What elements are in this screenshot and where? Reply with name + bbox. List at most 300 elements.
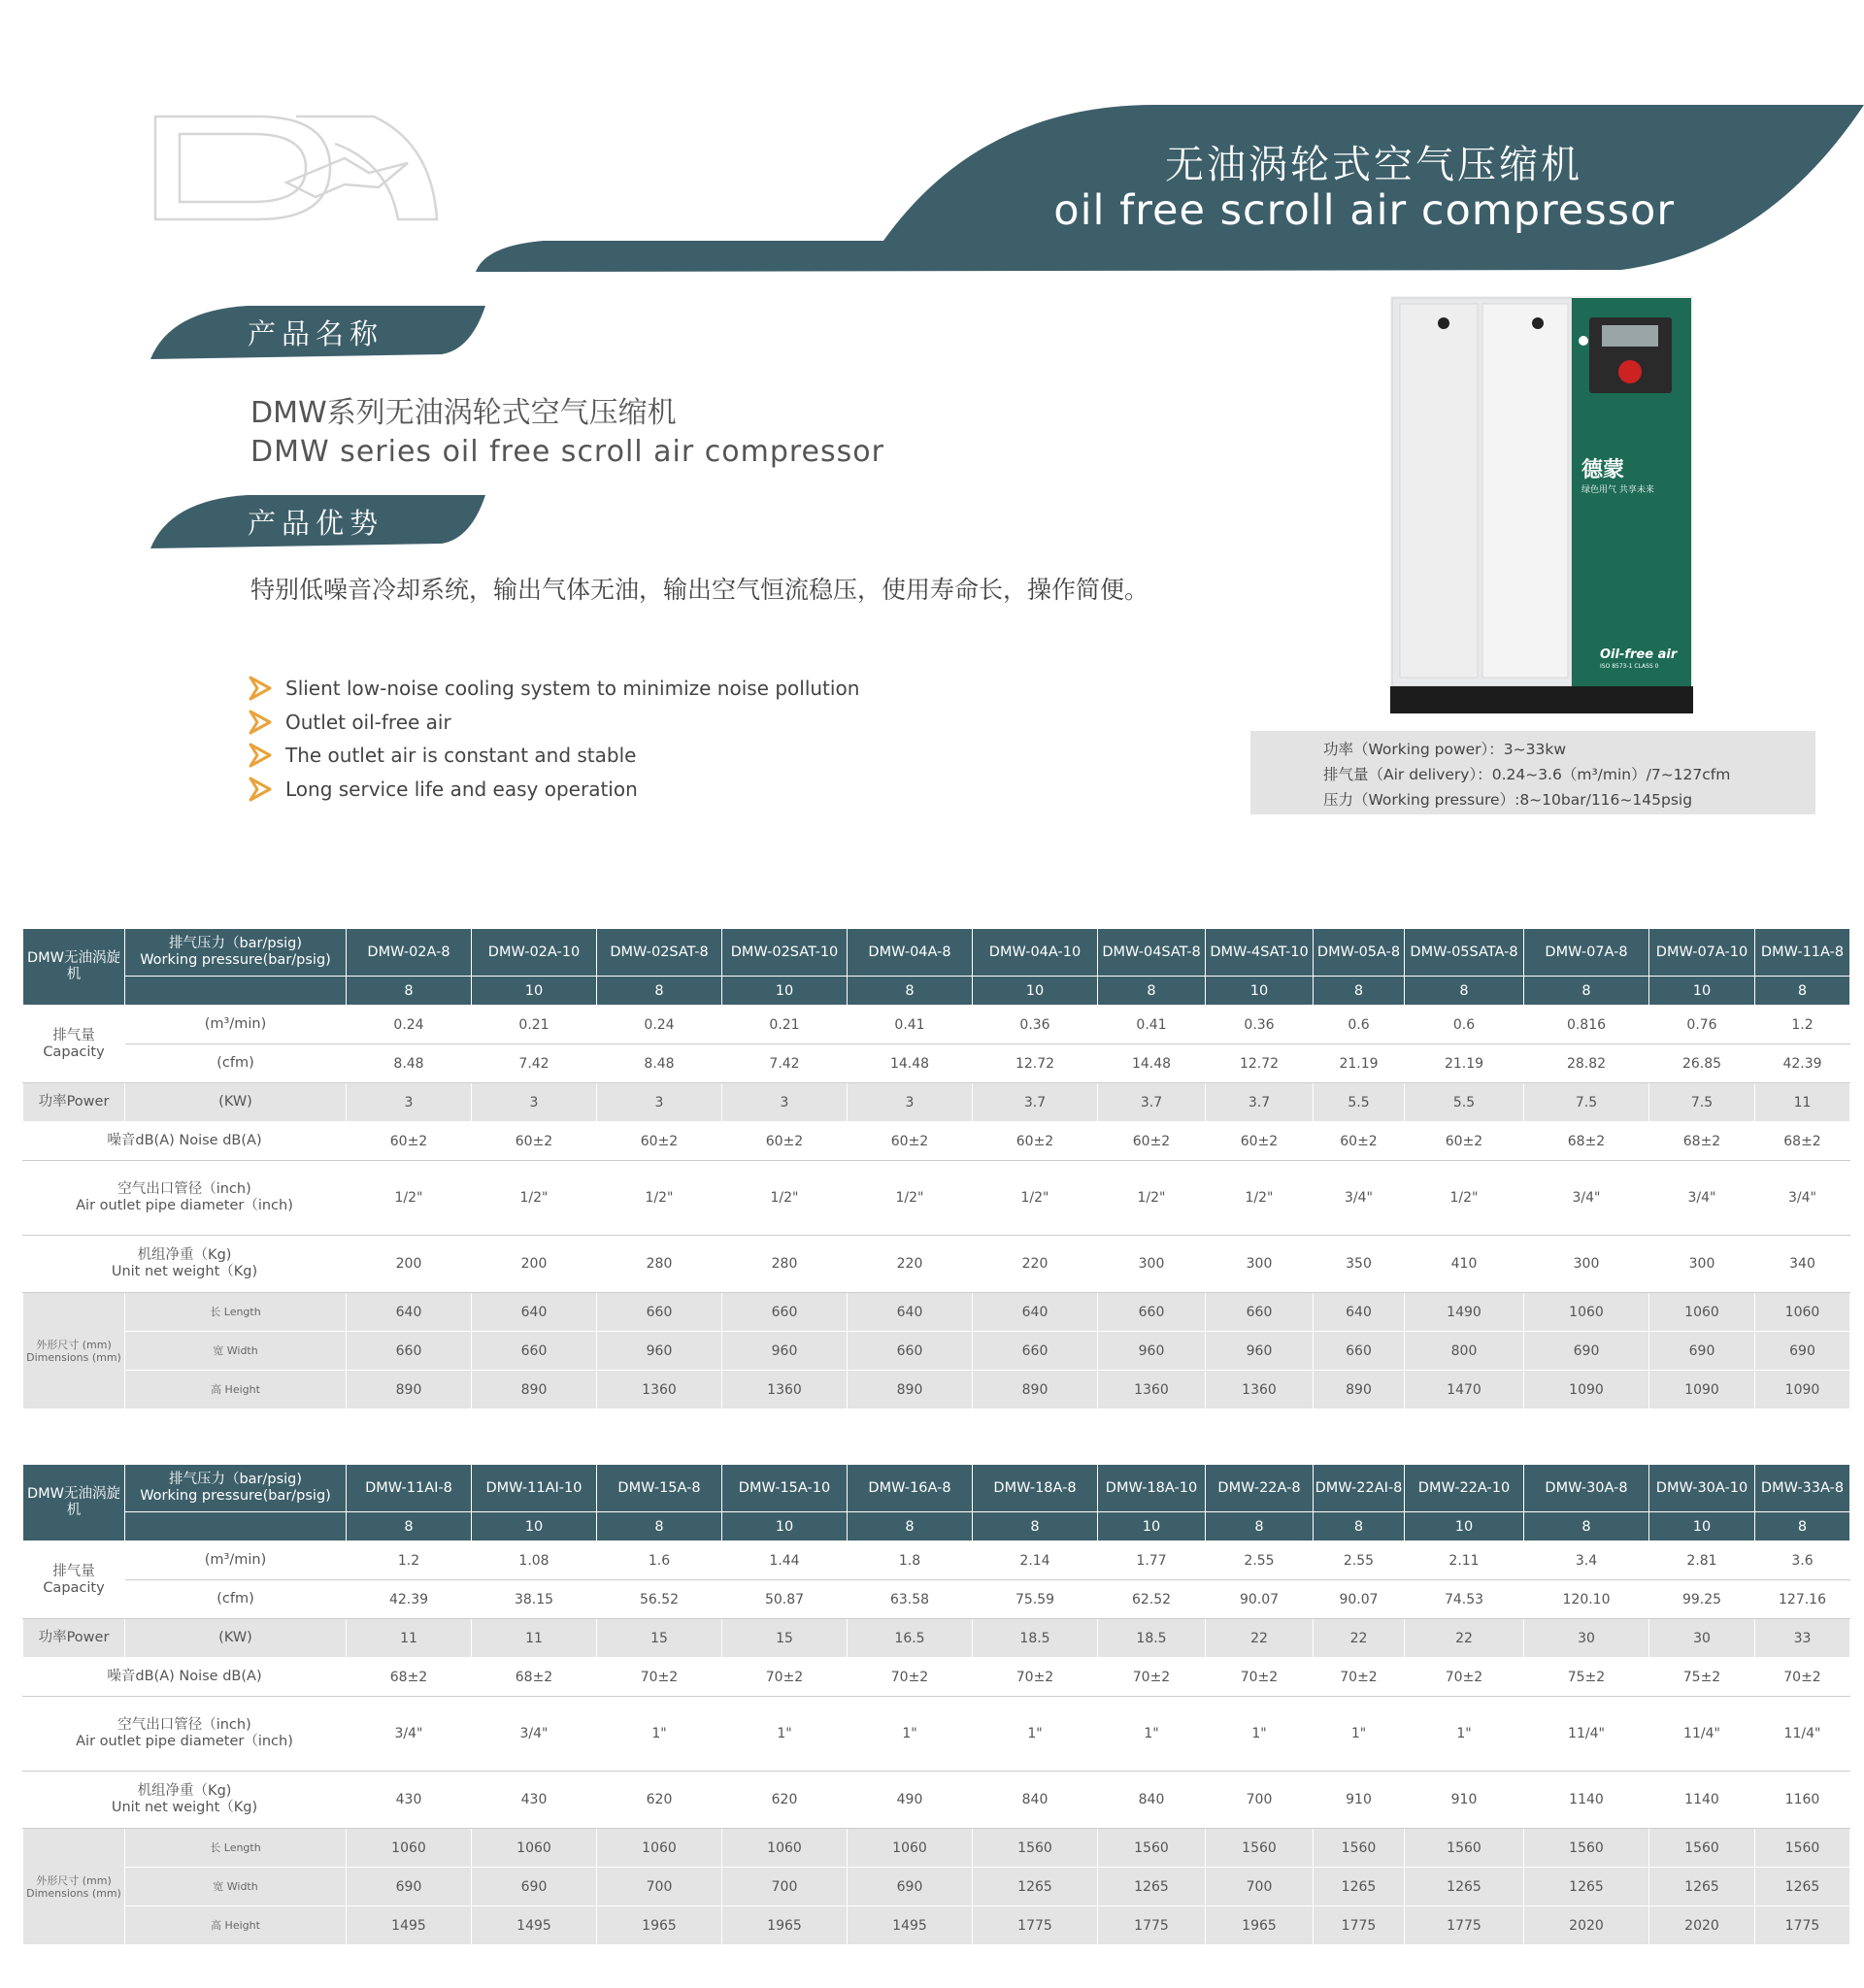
noise-value: 60±2: [597, 1122, 722, 1161]
model-header: DMW-11AI-8: [347, 1465, 472, 1512]
width-value: 700: [722, 1868, 848, 1906]
pipe-label: 空气出口管径（inch) Air outlet pipe diameter（inch): [23, 1161, 347, 1236]
feature-item: The outlet air is constant and stable: [248, 739, 859, 773]
capacity-m3-value: 2.55: [1314, 1541, 1405, 1580]
power-value: 11: [347, 1619, 472, 1658]
pressure-value: 8: [848, 1512, 973, 1541]
length-value: 1560: [1649, 1829, 1755, 1868]
length-value: 1060: [1524, 1293, 1649, 1332]
pipe-value: 1/2": [973, 1161, 1098, 1236]
weight-value: 410: [1405, 1236, 1524, 1293]
capacity-cfm-value: 62.52: [1098, 1580, 1206, 1619]
pipe-value: 3/4": [1649, 1161, 1755, 1236]
model-header: DMW-30A-8: [1524, 1465, 1649, 1512]
length-value: 1060: [472, 1829, 597, 1868]
capacity-m3-value: 1.77: [1098, 1541, 1206, 1580]
spec-summary: [1250, 731, 1815, 814]
capacity-m3-value: 2.14: [973, 1541, 1098, 1580]
power-value: 30: [1649, 1619, 1755, 1658]
capacity-cfm-value: 28.82: [1524, 1044, 1649, 1083]
length-value: 1560: [1098, 1829, 1206, 1868]
height-value: 1495: [848, 1906, 973, 1945]
pipe-value: 3/4": [1314, 1161, 1405, 1236]
capacity-cfm-value: 50.87: [722, 1580, 848, 1619]
model-header: DMW-22A-10: [1405, 1465, 1524, 1512]
noise-value: 68±2: [347, 1658, 472, 1697]
oil-free-badge-sub: ISO 8573-1 CLASS 0: [1600, 663, 1659, 670]
capacity-m3-value: 0.816: [1524, 1006, 1649, 1044]
power-label: 功率Power: [23, 1619, 125, 1658]
pressure-value: 8: [1314, 977, 1405, 1006]
length-value: 1060: [347, 1829, 472, 1868]
height-value: 2020: [1649, 1906, 1755, 1945]
weight-value: 300: [1098, 1236, 1206, 1293]
length-value: 1060: [848, 1829, 973, 1868]
height-value: 1360: [1098, 1371, 1206, 1409]
height-value: 890: [848, 1371, 973, 1409]
capacity-cfm-value: 90.07: [1314, 1580, 1405, 1619]
height-value: 1090: [1524, 1371, 1649, 1409]
unit-cfm: (cfm): [125, 1044, 347, 1083]
power-value: 5.5: [1405, 1083, 1524, 1122]
noise-value: 60±2: [1098, 1122, 1206, 1161]
capacity-cfm-value: 42.39: [347, 1580, 472, 1619]
feature-item: Slient low-noise cooling system to minimize noise pollution: [248, 672, 859, 706]
weight-value: 1160: [1755, 1772, 1850, 1829]
weight-value: 430: [472, 1772, 597, 1829]
noise-value: 60±2: [722, 1122, 848, 1161]
capacity-label: 排气量 Capacity: [23, 1541, 125, 1619]
model-header: DMW-02A-10: [472, 929, 597, 977]
height-value: 1360: [722, 1371, 848, 1409]
length-value: 1560: [1314, 1829, 1405, 1868]
pipe-value: 1/2": [1405, 1161, 1524, 1236]
capacity-m3-value: 2.81: [1649, 1541, 1755, 1580]
power-value: 3: [597, 1083, 722, 1122]
pressure-value: 8: [1524, 1512, 1649, 1541]
width-value: 960: [597, 1332, 722, 1371]
pressure-spacer: [125, 977, 347, 1006]
capacity-m3-value: 3.6: [1755, 1541, 1850, 1580]
pressure-value: 10: [1405, 1512, 1524, 1541]
power-value: 3: [347, 1083, 472, 1122]
pipe-value: 1/2": [472, 1161, 597, 1236]
capacity-m3-value: 0.24: [597, 1006, 722, 1044]
capacity-cfm-value: 21.19: [1314, 1044, 1405, 1083]
pipe-value: 11/4": [1755, 1697, 1850, 1772]
pipe-value: 11/4": [1649, 1697, 1755, 1772]
model-header: DMW-02SAT-8: [597, 929, 722, 977]
weight-value: 840: [1098, 1772, 1206, 1829]
model-header: DMW-02SAT-10: [722, 929, 848, 977]
capacity-cfm-value: 7.42: [472, 1044, 597, 1083]
capacity-m3-value: 0.6: [1405, 1006, 1524, 1044]
power-value: 15: [722, 1619, 848, 1658]
model-header: DMW-04A-8: [848, 929, 973, 977]
width-value: 690: [1649, 1332, 1755, 1371]
noise-value: 60±2: [848, 1122, 973, 1161]
pipe-value: 3/4": [1755, 1161, 1850, 1236]
header-title-en: oil free scroll air compressor: [1053, 186, 1675, 235]
capacity-cfm-value: 12.72: [1206, 1044, 1314, 1083]
product-name-zh: DMW系列无油涡轮式空气压缩机: [250, 396, 677, 430]
weight-value: 620: [722, 1772, 848, 1829]
weight-value: 1140: [1524, 1772, 1649, 1829]
pressure-value: 10: [722, 977, 848, 1006]
width-value: 960: [722, 1332, 848, 1371]
height-value: 1495: [472, 1906, 597, 1945]
pressure-value: 10: [1649, 1512, 1755, 1541]
pipe-value: 1/2": [722, 1161, 848, 1236]
pipe-value: 1/2": [347, 1161, 472, 1236]
pressure-value: 8: [973, 1512, 1098, 1541]
power-value: 16.5: [848, 1619, 973, 1658]
capacity-cfm-value: 56.52: [597, 1580, 722, 1619]
capacity-m3-value: 0.6: [1314, 1006, 1405, 1044]
pressure-value: 8: [1524, 977, 1649, 1006]
height-value: 1090: [1755, 1371, 1850, 1409]
model-header: DMW-11A-8: [1755, 929, 1850, 977]
weight-value: 620: [597, 1772, 722, 1829]
width-label: 宽 Width: [125, 1332, 347, 1371]
height-value: 1495: [347, 1906, 472, 1945]
pressure-value: 10: [472, 1512, 597, 1541]
width-value: 1265: [1314, 1868, 1405, 1906]
noise-value: 68±2: [1649, 1122, 1755, 1161]
capacity-m3-value: 0.21: [722, 1006, 848, 1044]
model-header: DMW-04A-10: [973, 929, 1098, 977]
section-label: 产品名称: [248, 317, 384, 350]
capacity-cfm-value: 120.10: [1524, 1580, 1649, 1619]
power-value: 3: [472, 1083, 597, 1122]
length-value: 1560: [973, 1829, 1098, 1868]
length-value: 640: [472, 1293, 597, 1332]
height-value: 1775: [1755, 1906, 1850, 1945]
noise-value: 68±2: [1524, 1122, 1649, 1161]
pressure-value: 10: [973, 977, 1098, 1006]
length-value: 640: [347, 1293, 472, 1332]
noise-value: 70±2: [1405, 1658, 1524, 1697]
width-value: 1265: [1405, 1868, 1524, 1906]
weight-value: 300: [1206, 1236, 1314, 1293]
width-value: 660: [1314, 1332, 1405, 1371]
model-header: DMW-16A-8: [848, 1465, 973, 1512]
pipe-value: 11/4": [1524, 1697, 1649, 1772]
power-value: 7.5: [1649, 1083, 1755, 1122]
pipe-value: 1": [848, 1697, 973, 1772]
noise-value: 70±2: [597, 1658, 722, 1697]
length-label: 长 Length: [125, 1293, 347, 1332]
feature-item: Long service life and easy operation: [248, 773, 859, 807]
power-value: 18.5: [973, 1619, 1098, 1658]
pressure-value: 10: [1649, 977, 1755, 1006]
weight-value: 220: [848, 1236, 973, 1293]
model-header: DMW-05SATA-8: [1405, 929, 1524, 977]
capacity-cfm-value: 74.53: [1405, 1580, 1524, 1619]
weight-value: 280: [597, 1236, 722, 1293]
width-value: 700: [1206, 1868, 1314, 1906]
weight-value: 910: [1405, 1772, 1524, 1829]
model-header: DMW-18A-8: [973, 1465, 1098, 1512]
spec-power: 功率（Working power）：3~33kw: [1323, 741, 1567, 758]
model-header: DMW-05A-8: [1314, 929, 1405, 977]
company-logo: [150, 105, 442, 226]
pressure-value: 10: [1206, 977, 1314, 1006]
length-value: 660: [1098, 1293, 1206, 1332]
capacity-m3-value: 0.41: [848, 1006, 973, 1044]
pipe-value: 3/4": [1524, 1161, 1649, 1236]
width-value: 1265: [1524, 1868, 1649, 1906]
power-value: 5.5: [1314, 1083, 1405, 1122]
capacity-m3-value: 0.36: [973, 1006, 1098, 1044]
length-value: 660: [722, 1293, 848, 1332]
pressure-value: 10: [472, 977, 597, 1006]
weight-value: 220: [973, 1236, 1098, 1293]
noise-value: 68±2: [1755, 1122, 1850, 1161]
arrow-icon: [248, 676, 273, 701]
height-value: 1090: [1649, 1371, 1755, 1409]
pipe-value: 1": [1098, 1697, 1206, 1772]
pipe-value: 1": [1206, 1697, 1314, 1772]
noise-value: 70±2: [848, 1658, 973, 1697]
height-value: 1965: [722, 1906, 848, 1945]
width-value: 960: [1098, 1332, 1206, 1371]
model-header: DMW-04SAT-8: [1098, 929, 1206, 977]
height-value: 1775: [1314, 1906, 1405, 1945]
noise-value: 70±2: [1755, 1658, 1850, 1697]
noise-label: 噪音dB(A) Noise dB(A): [23, 1658, 347, 1697]
width-value: 690: [848, 1868, 973, 1906]
capacity-m3-value: 1.44: [722, 1541, 848, 1580]
height-value: 890: [472, 1371, 597, 1409]
height-value: 1360: [1206, 1371, 1314, 1409]
capacity-m3-value: 3.4: [1524, 1541, 1649, 1580]
power-value: 3.7: [973, 1083, 1098, 1122]
noise-value: 70±2: [722, 1658, 848, 1697]
power-value: 22: [1314, 1619, 1405, 1658]
model-header: DMW-07A-8: [1524, 929, 1649, 977]
capacity-cfm-value: 127.16: [1755, 1580, 1850, 1619]
capacity-m3-value: 0.76: [1649, 1006, 1755, 1044]
length-value: 640: [1314, 1293, 1405, 1332]
power-value: 22: [1206, 1619, 1314, 1658]
power-value: 15: [597, 1619, 722, 1658]
spec-table: [22, 1464, 1850, 1945]
width-value: 690: [347, 1868, 472, 1906]
capacity-m3-value: 0.36: [1206, 1006, 1314, 1044]
length-value: 1560: [1405, 1829, 1524, 1868]
height-value: 1775: [1405, 1906, 1524, 1945]
model-header: DMW-11AI-10: [472, 1465, 597, 1512]
unit-cfm: (cfm): [125, 1580, 347, 1619]
capacity-cfm-value: 21.19: [1405, 1044, 1524, 1083]
section-label: 产品优势: [248, 507, 384, 540]
noise-value: 70±2: [1314, 1658, 1405, 1697]
pressure-value: 10: [1098, 1512, 1206, 1541]
width-value: 1265: [973, 1868, 1098, 1906]
pressure-value: 8: [597, 977, 722, 1006]
capacity-cfm-value: 63.58: [848, 1580, 973, 1619]
capacity-cfm-value: 14.48: [1098, 1044, 1206, 1083]
width-label: 宽 Width: [125, 1868, 347, 1906]
power-label: 功率Power: [23, 1083, 125, 1122]
pressure-value: 10: [722, 1512, 848, 1541]
noise-value: 68±2: [472, 1658, 597, 1697]
dimensions-label: 外形尺寸 (mm) Dimensions (mm): [23, 1293, 125, 1409]
model-header: DMW-07A-10: [1649, 929, 1755, 977]
pressure-value: 8: [1755, 977, 1850, 1006]
width-value: 660: [472, 1332, 597, 1371]
capacity-cfm-value: 8.48: [347, 1044, 472, 1083]
length-value: 660: [597, 1293, 722, 1332]
weight-value: 910: [1314, 1772, 1405, 1829]
pipe-value: 1/2": [1206, 1161, 1314, 1236]
height-value: 2020: [1524, 1906, 1649, 1945]
capacity-cfm-value: 90.07: [1206, 1580, 1314, 1619]
pressure-value: 8: [848, 977, 973, 1006]
machine-brand: 德蒙: [1581, 458, 1625, 482]
product-name-en: DMW series oil free scroll air compressor: [250, 435, 884, 469]
table-corner: DMW无油涡旋机: [23, 929, 125, 1006]
pressure-spacer: [125, 1512, 347, 1541]
model-header: DMW-22A-8: [1206, 1465, 1314, 1512]
noise-value: 60±2: [973, 1122, 1098, 1161]
weight-value: 840: [973, 1772, 1098, 1829]
weight-value: 700: [1206, 1772, 1314, 1829]
noise-value: 60±2: [1405, 1122, 1524, 1161]
power-value: 30: [1524, 1619, 1649, 1658]
pressure-value: 8: [347, 1512, 472, 1541]
capacity-label: 排气量 Capacity: [23, 1006, 125, 1083]
height-value: 890: [1314, 1371, 1405, 1409]
pressure-value: 8: [597, 1512, 722, 1541]
section-pill-advantages: [150, 490, 485, 558]
model-header: DMW-22AI-8: [1314, 1465, 1405, 1512]
weight-value: 280: [722, 1236, 848, 1293]
width-value: 660: [973, 1332, 1098, 1371]
model-header: DMW-15A-10: [722, 1465, 848, 1512]
length-value: 640: [973, 1293, 1098, 1332]
weight-value: 1140: [1649, 1772, 1755, 1829]
width-value: 1265: [1649, 1868, 1755, 1906]
length-value: 1060: [1755, 1293, 1850, 1332]
length-value: 1060: [597, 1829, 722, 1868]
height-value: 1775: [1098, 1906, 1206, 1945]
unit-m3: (m³/min): [125, 1006, 347, 1044]
capacity-m3-value: 1.6: [597, 1541, 722, 1580]
width-value: 690: [1755, 1332, 1850, 1371]
capacity-cfm-value: 42.39: [1755, 1044, 1850, 1083]
arrow-icon: [248, 777, 273, 802]
pipe-value: 1/2": [1098, 1161, 1206, 1236]
power-value: 33: [1755, 1619, 1850, 1658]
weight-value: 490: [848, 1772, 973, 1829]
pipe-value: 1": [1405, 1697, 1524, 1772]
height-value: 890: [973, 1371, 1098, 1409]
pressure-header: 排气压力（bar/psig) Working pressure(bar/psig): [125, 929, 347, 977]
height-label: 高 Height: [125, 1906, 347, 1945]
power-value: 18.5: [1098, 1619, 1206, 1658]
pipe-value: 1": [973, 1697, 1098, 1772]
weight-value: 300: [1649, 1236, 1755, 1293]
pressure-value: 8: [347, 977, 472, 1006]
width-value: 1265: [1755, 1868, 1850, 1906]
capacity-cfm-value: 99.25: [1649, 1580, 1755, 1619]
width-value: 660: [347, 1332, 472, 1371]
length-value: 1060: [1649, 1293, 1755, 1332]
capacity-m3-value: 1.08: [472, 1541, 597, 1580]
power-value: 22: [1405, 1619, 1524, 1658]
power-value: 3: [722, 1083, 848, 1122]
width-value: 700: [597, 1868, 722, 1906]
width-value: 1265: [1098, 1868, 1206, 1906]
capacity-m3-value: 1.2: [347, 1541, 472, 1580]
height-value: 1965: [597, 1906, 722, 1945]
weight-value: 300: [1524, 1236, 1649, 1293]
table-corner: DMW无油涡旋机: [23, 1465, 125, 1541]
height-value: 1775: [973, 1906, 1098, 1945]
pressure-value: 8: [1206, 1512, 1314, 1541]
capacity-m3-value: 1.8: [848, 1541, 973, 1580]
pressure-value: 8: [1755, 1512, 1850, 1541]
noise-value: 60±2: [1314, 1122, 1405, 1161]
power-value: 3: [848, 1083, 973, 1122]
machine-slogan: 绿色用气 共享未来: [1581, 485, 1654, 495]
length-value: 640: [848, 1293, 973, 1332]
pipe-value: 1": [722, 1697, 848, 1772]
length-label: 长 Length: [125, 1829, 347, 1868]
capacity-m3-value: 2.11: [1405, 1541, 1524, 1580]
model-header: DMW-4SAT-10: [1206, 929, 1314, 977]
noise-value: 70±2: [1098, 1658, 1206, 1697]
compressor-image: [1390, 296, 1693, 713]
spec-pressure: 压力（Working pressure）:8~10bar/116~145psig: [1323, 791, 1693, 809]
section-pill-product-name: [150, 301, 485, 369]
capacity-cfm-value: 75.59: [973, 1580, 1098, 1619]
height-value: 1360: [597, 1371, 722, 1409]
capacity-m3-value: 0.24: [347, 1006, 472, 1044]
height-value: 1965: [1206, 1906, 1314, 1945]
noise-value: 75±2: [1524, 1658, 1649, 1697]
model-header: DMW-02A-8: [347, 929, 472, 977]
pressure-value: 8: [1314, 1512, 1405, 1541]
capacity-m3-value: 1.2: [1755, 1006, 1850, 1044]
length-value: 1060: [722, 1829, 848, 1868]
advantages-text-zh: 特别低噪音冷却系统，输出气体无油，输出空气恒流稳压，使用寿命长，操作简便。: [250, 576, 1149, 604]
pipe-value: 1/2": [597, 1161, 722, 1236]
height-value: 890: [347, 1371, 472, 1409]
width-value: 660: [848, 1332, 973, 1371]
capacity-cfm-value: 26.85: [1649, 1044, 1755, 1083]
spec-table: [22, 928, 1850, 1409]
pressure-value: 8: [1098, 977, 1206, 1006]
dimensions-label: 外形尺寸 (mm) Dimensions (mm): [23, 1829, 125, 1945]
power-value: 11: [472, 1619, 597, 1658]
length-value: 1490: [1405, 1293, 1524, 1332]
pipe-value: 1": [1314, 1697, 1405, 1772]
capacity-cfm-value: 8.48: [597, 1044, 722, 1083]
power-value: 3.7: [1206, 1083, 1314, 1122]
capacity-cfm-value: 14.48: [848, 1044, 973, 1083]
pressure-value: 8: [1405, 977, 1524, 1006]
capacity-cfm-value: 38.15: [472, 1580, 597, 1619]
capacity-m3-value: 2.55: [1206, 1541, 1314, 1580]
width-value: 800: [1405, 1332, 1524, 1371]
spec-delivery: 排气量（Air delivery）：0.24~3.6（m³/min）/7~127cfm: [1323, 766, 1731, 783]
unit-m3: (m³/min): [125, 1541, 347, 1580]
weight-value: 350: [1314, 1236, 1405, 1293]
pipe-value: 3/4": [472, 1697, 597, 1772]
